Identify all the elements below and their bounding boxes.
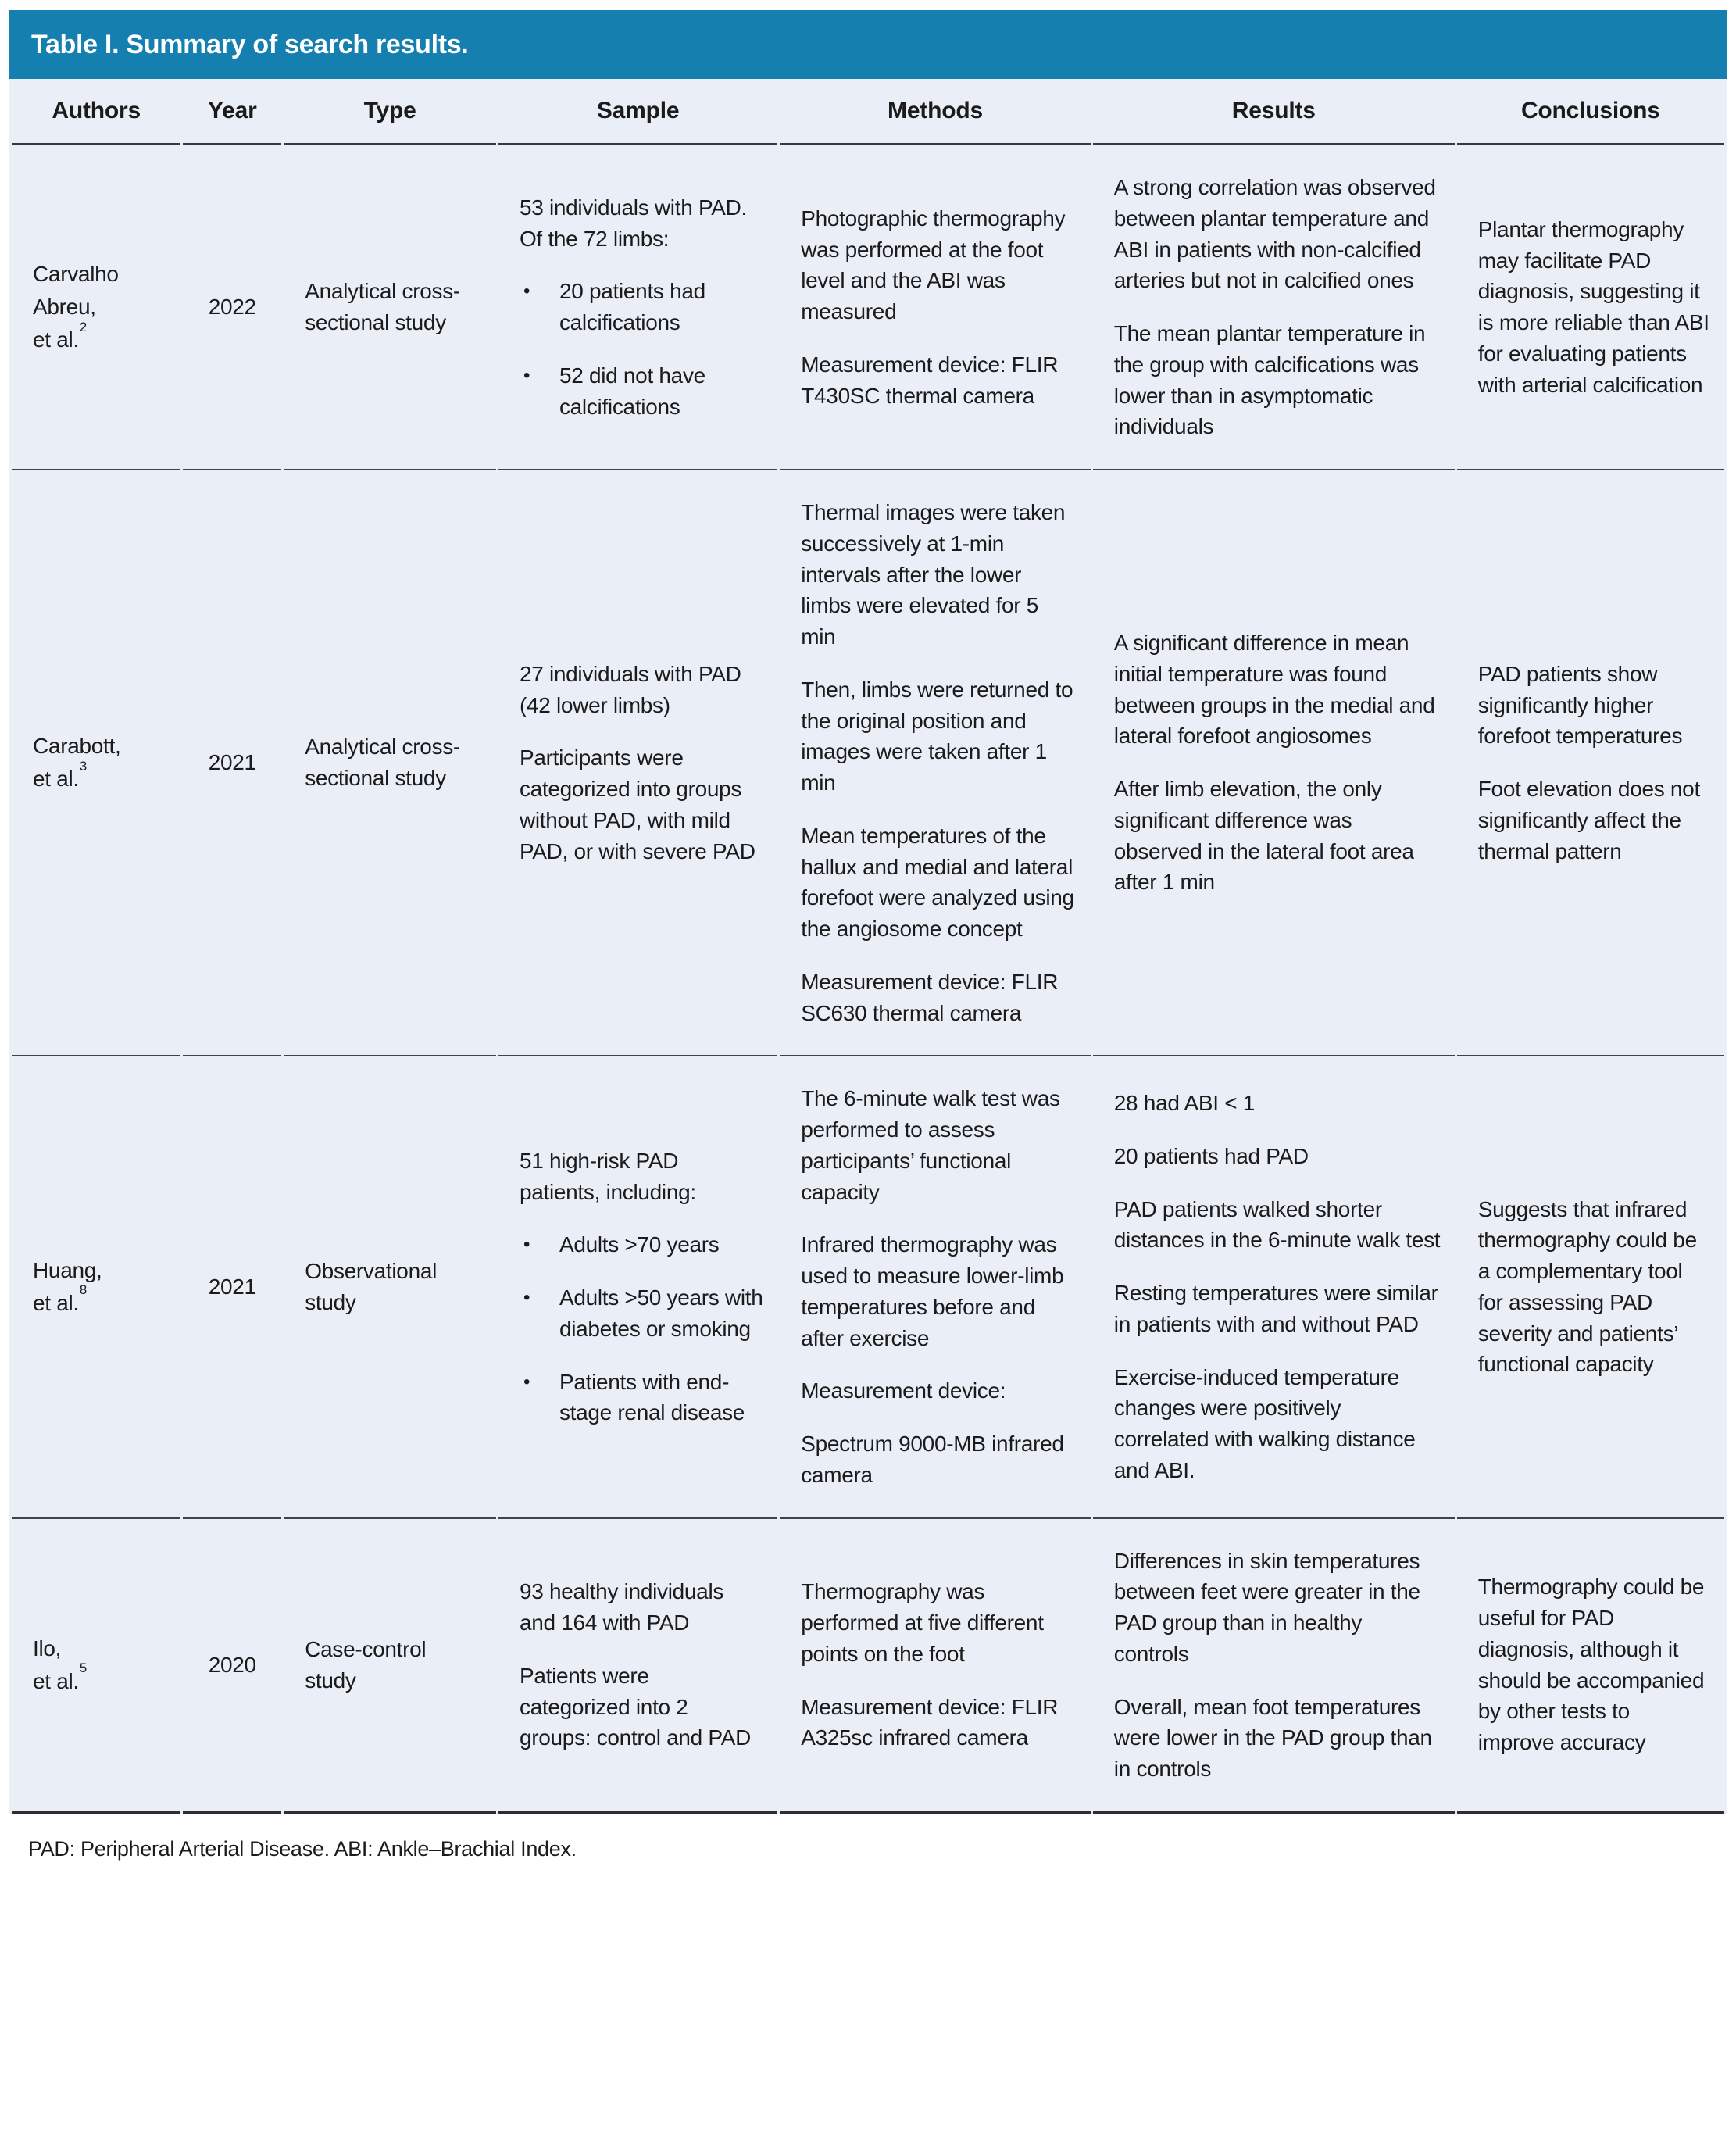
author-line [33,1660,166,1698]
year-cell [183,145,281,469]
type-cell [284,1517,496,1814]
paragraph: PAD patients walked shorter distances in the 6-minute walk test [1113,1196,1441,1253]
paragraph: After limb elevation, the only significant difference was observed in the lateral foot area after 1 min [1113,777,1414,895]
author-line [33,1254,166,1287]
footnote: PAD: Peripheral Arterial Disease. ABI: Ankle–Brachial Index. [28,1836,577,1861]
cell-content [520,659,763,867]
author-text: et al. [33,327,79,352]
conclusions-cell [1457,469,1724,1055]
cell-content [520,1146,763,1428]
bullet-text: Adults >50 years with diabetes or smoking [559,1285,763,1341]
paragraph: 28 had ABI < 1 [1113,1091,1256,1116]
paragraph: Thermography was performed at five different points on the foot [801,1579,1044,1666]
reference-superscript: 8 [79,1282,87,1298]
bullet-item [520,1282,763,1345]
paragraph: 93 healthy individuals and 164 with PAD [519,1579,724,1635]
paragraph: 51 high-risk PAD patients, including: [519,1148,696,1204]
cell-content [1114,172,1441,442]
paragraph: Foot elevation does not significantly affect the thermal pattern [1477,777,1700,863]
author-line [33,258,166,291]
paragraph: Patients were categorized into 2 groups: control and PAD [519,1663,752,1750]
bullet-icon: • [523,281,530,302]
col-header-results: Results [1093,79,1455,145]
bullet-item [520,360,763,423]
paragraph: Measurement device: FLIR A325sc infrared camera [801,1694,1059,1750]
col-header-type: Type [284,79,496,145]
authors-cell [12,1055,180,1517]
cell-content [520,192,763,423]
sample-cell [498,1055,777,1517]
authors-cell [12,145,180,469]
author-text: Carvalho [33,262,119,286]
paragraph: Participants were categorized into groups without PAD, with mild PAD, or with severe PAD [519,745,755,863]
authors-cell [12,469,180,1055]
table-row [12,1517,1724,1814]
paragraph: Resting temperatures were similar in patients with and without PAD [1113,1281,1438,1336]
table-title-bar [9,10,1727,79]
col-header-authors: Authors [12,79,180,145]
cell-content [1114,1546,1441,1785]
type-text: Observational study [305,1259,438,1314]
type-text: Analytical cross-sectional study [305,279,460,334]
author-line [33,319,166,356]
author-text: Huang, [33,1257,102,1282]
table-row [12,145,1724,469]
cell-content [1114,627,1441,898]
author-line [33,758,166,795]
cell-content [801,497,1077,1028]
author-line [33,291,166,324]
paragraph: Then, limbs were returned to the original position and images were taken after 1 min [801,677,1073,795]
bullet-item [520,1229,763,1260]
author-line [33,1282,166,1320]
bullet-text: 52 did not have calcifications [559,363,705,419]
type-cell [284,145,496,469]
author-text: Ilo, [33,1635,62,1660]
paragraph: Mean temperatures of the hallux and medial and lateral forefoot were analyzed using the angiosome concept [801,823,1074,941]
sample-cell [498,469,777,1055]
table-row [12,469,1724,1055]
author-text: et al. [33,1668,79,1693]
sample-cell [498,145,777,469]
table-row [12,1055,1724,1517]
paragraph: A significant difference in mean initial temperature was found between groups in the medial and lateral forefoot angiosomes [1113,631,1435,749]
summary-table [9,79,1727,1814]
type-cell [284,469,496,1055]
sample-cell [498,1517,777,1814]
results-cell [1093,1517,1455,1814]
author-text: Abreu, [33,295,96,319]
table-title: Table I. Summary of search results. [31,29,469,59]
paragraph: Measurement device: FLIR T430SC thermal camera [801,352,1059,408]
paragraph: 53 individuals with PAD. Of the 72 limbs: [519,195,748,251]
paragraph: PAD patients show significantly higher forefoot temperatures [1477,661,1683,749]
bullet-icon: • [523,1287,530,1308]
cell-content [1478,659,1710,867]
bullet-item [520,276,763,338]
author-line [33,730,166,763]
paragraph: 20 patients had PAD [1113,1143,1309,1168]
bullet-text: 20 patients had calcifications [559,279,705,334]
paragraph: 27 individuals with PAD (42 lower limbs) [519,661,741,717]
methods-cell [780,145,1091,469]
paragraph: Measurement device: [801,1378,1006,1403]
reference-superscript: 5 [79,1660,87,1676]
reference-superscript: 2 [79,319,87,334]
author-text: et al. [33,767,79,792]
paragraph: Overall, mean foot temperatures were lower in the PAD group than in controls [1113,1694,1432,1781]
paragraph: Thermal images were taken successively at 1-min intervals after the lower limbs were elevated for 5 min [801,500,1066,649]
cell-content [1114,1088,1441,1486]
author-text: Carabott, [33,734,121,759]
col-header-year: Year [183,79,281,145]
col-header-sample: Sample [498,79,777,145]
cell-content [801,203,1077,412]
conclusions-cell [1457,1055,1724,1517]
conclusions-cell [1457,145,1724,469]
results-cell [1093,1055,1455,1517]
type-cell [284,1055,496,1517]
paragraph: Exercise-induced temperature changes were positively correlated with walking distance and ABI. [1113,1364,1416,1482]
cell-content [1478,1194,1710,1381]
year-text: 2022 [208,295,256,320]
cell-content [801,1576,1077,1753]
paragraph: Plantar thermography may facilitate PAD diagnosis, suggesting it is more reliable than ABI for evaluating patients with arterial calcification [1477,216,1709,397]
bullet-item [520,1367,763,1429]
year-text: 2020 [208,1652,256,1677]
conclusions-cell [1457,1517,1724,1814]
year-cell [183,1517,281,1814]
year-cell [183,469,281,1055]
authors-cell [12,1517,180,1814]
cell-content [801,1083,1077,1490]
paragraph: The 6-minute walk test was performed to assess participants’ functional capacity [801,1086,1060,1204]
paragraph: The mean plantar temperature in the group with calcifications was lower than in asymptomatic individuals [1113,321,1426,439]
header-row [12,79,1724,145]
results-cell [1093,145,1455,469]
paragraph: Differences in skin temperatures between feet were greater in the PAD group than in healthy controls [1113,1548,1420,1666]
author-line [33,1632,166,1665]
author-text: et al. [33,1290,79,1315]
year-cell [183,1055,281,1517]
bullet-icon: • [523,364,530,386]
year-text: 2021 [208,1274,256,1299]
cell-content [1478,1571,1710,1758]
paragraph: A strong correlation was observed between plantar temperature and ABI in patients with non-calcified arteries but not in calcified ones [1113,175,1436,293]
paragraph: Spectrum 9000-MB infrared camera [801,1432,1064,1487]
bullet-icon: • [523,1234,530,1256]
methods-cell [780,1055,1091,1517]
col-header-conclusions: Conclusions [1457,79,1724,145]
methods-cell [780,1517,1091,1814]
type-text: Case-control study [305,1636,427,1693]
paragraph: Photographic thermography was performed at the foot level and the ABI was measured [801,206,1066,324]
results-cell [1093,469,1455,1055]
paragraph: Thermography could be useful for PAD diagnosis, although it should be accompanied by other tests to improve accuracy [1477,1575,1705,1755]
bullet-text: Adults >70 years [559,1232,720,1257]
col-header-methods: Methods [780,79,1091,145]
paragraph: Infrared thermography was used to measure lower-limb temperatures before and after exercise [801,1232,1064,1350]
paragraph: Suggests that infrared thermography could be a complementary tool for assessing PAD severity and patients’ functional capacity [1477,1196,1697,1377]
cell-content [1478,214,1710,401]
bullet-icon: • [523,1371,530,1392]
cell-content [520,1576,763,1753]
year-text: 2021 [208,750,256,775]
type-text: Analytical cross-sectional study [305,735,460,791]
methods-cell [780,469,1091,1055]
paragraph: Measurement device: FLIR SC630 thermal camera [801,969,1059,1025]
reference-superscript: 3 [79,758,87,774]
bullet-text: Patients with end-stage renal disease [559,1369,745,1425]
